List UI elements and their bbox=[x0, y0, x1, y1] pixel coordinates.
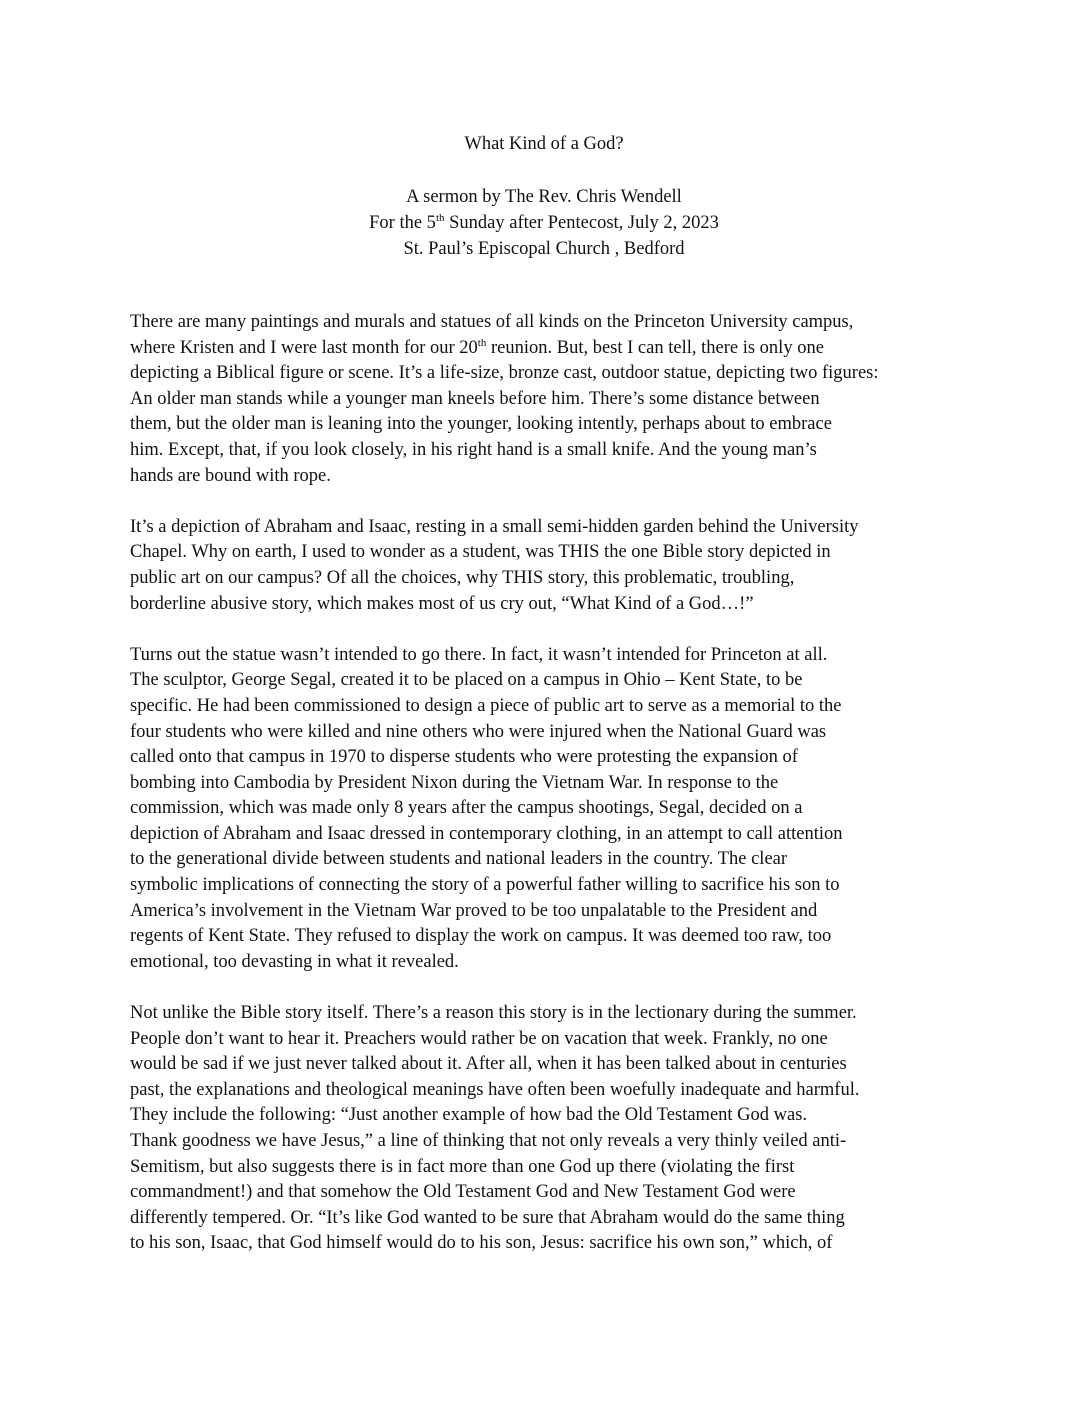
text-line: Not unlike the Bible story itself. There’s a reason this story is in the lectionary during the summer. bbox=[130, 1003, 857, 1024]
text-line: The sculptor, George Segal, created it to be placed on a campus in Ohio – Kent State, to be bbox=[130, 670, 803, 691]
byline-author: A sermon by The Rev. Chris Wendell bbox=[406, 187, 682, 207]
text-line: An older man stands while a younger man kneels before him. There’s some distance between bbox=[130, 388, 820, 409]
text-line: depicting a Biblical figure or scene. It’s a life-size, bronze cast, outdoor statue, depicting two figures: bbox=[130, 363, 879, 384]
byline-occasion-pre: For the 5 bbox=[369, 213, 436, 233]
text-line: There are many paintings and murals and statues of all kinds on the Princeton University campus, bbox=[130, 312, 854, 332]
sermon-byline bbox=[0, 184, 1088, 262]
text-line: to his son, Isaac, that God himself would do to his son, Jesus: sacrifice his own son,” which, of bbox=[130, 1233, 833, 1254]
text-line: emotional, too devasting in what it revealed. bbox=[130, 951, 459, 972]
paragraph-2 bbox=[130, 515, 960, 617]
page-title: What Kind of a God? bbox=[464, 134, 624, 154]
byline-occasion bbox=[0, 210, 1088, 236]
text-line: specific. He had been commissioned to design a piece of public art to serve as a memorial to the bbox=[130, 695, 842, 716]
byline-occasion-sup: th bbox=[435, 211, 445, 224]
text-line: It’s a depiction of Abraham and Isaac, resting in a small semi-hidden garden behind the University bbox=[130, 516, 859, 537]
text-line: Turns out the statue wasn’t intended to go there. In fact, it wasn’t intended for Princeton at all. bbox=[130, 644, 828, 665]
text-line-pre: where Kristen and I were last month for our 20 bbox=[130, 337, 478, 358]
text-line: commandment!) and that somehow the Old Testament God and New Testament God were bbox=[130, 1182, 796, 1203]
text-line: borderline abusive story, which makes most of us cry out, “What Kind of a God…!” bbox=[130, 593, 754, 614]
text-line bbox=[130, 336, 960, 362]
text-line: them, but the older man is leaning into the younger, looking intently, perhaps about to embrace bbox=[130, 414, 832, 435]
text-line: four students who were killed and nine others who were injured when the National Guard was bbox=[130, 721, 827, 742]
sermon-body bbox=[130, 310, 960, 1283]
text-line-sup: th bbox=[477, 336, 487, 349]
paragraph-1 bbox=[130, 310, 960, 489]
text-line: public art on our campus? Of all the choices, why THIS story, this problematic, troubling, bbox=[130, 567, 795, 588]
text-line: They include the following: “Just another example of how bad the Old Testament God was. bbox=[130, 1105, 808, 1126]
paragraph-3 bbox=[130, 643, 960, 976]
text-line: would be sad if we just never talked about it. After all, when it has been talked about in centuries bbox=[130, 1054, 847, 1075]
text-line: Thank goodness we have Jesus,” a line of thinking that not only reveals a very thinly veiled anti- bbox=[130, 1131, 847, 1151]
text-line: Chapel. Why on earth, I used to wonder as a student, was THIS the one Bible story depicted in bbox=[130, 542, 831, 563]
text-line: regents of Kent State. They refused to display the work on campus. It was deemed too raw, too bbox=[130, 926, 832, 947]
text-line: symbolic implications of connecting the story of a powerful father willing to sacrifice his son to bbox=[130, 875, 840, 896]
text-line: differently tempered. Or. “It’s like God wanted to be sure that Abraham would do the same thing bbox=[130, 1207, 845, 1228]
byline-occasion-post: Sunday after Pentecost, July 2, 2023 bbox=[444, 213, 719, 233]
text-line: commission, which was made only 8 years after the campus shootings, Segal, decided on a bbox=[130, 798, 803, 819]
text-line-post: reunion. But, best I can tell, there is only one bbox=[486, 337, 824, 358]
text-line: hands are bound with rope. bbox=[130, 465, 331, 486]
text-line: bombing into Cambodia by President Nixon during the Vietnam War. In response to the bbox=[130, 772, 779, 793]
text-line: Semitism, but also suggests there is in fact more than one God up there (violating the first bbox=[130, 1156, 795, 1177]
text-line: past, the explanations and theological meanings have often been woefully inadequate and harmful. bbox=[130, 1079, 860, 1100]
text-line: called onto that campus in 1970 to disperse students who were protesting the expansion of bbox=[130, 747, 798, 768]
byline-church: St. Paul’s Episcopal Church , Bedford bbox=[403, 239, 685, 259]
paragraph-4 bbox=[130, 1001, 960, 1257]
text-line: him. Except, that, if you look closely, in his right hand is a small knife. And the young man’s bbox=[130, 439, 817, 460]
text-line: depiction of Abraham and Isaac dressed in contemporary clothing, in an attempt to call attention bbox=[130, 823, 843, 844]
text-line: to the generational divide between students and national leaders in the country. The clear bbox=[130, 849, 788, 870]
text-line: America’s involvement in the Vietnam War proved to be too unpalatable to the President and bbox=[130, 900, 818, 921]
text-line: People don’t want to hear it. Preachers would rather be on vacation that week. Frankly, no one bbox=[130, 1028, 828, 1049]
